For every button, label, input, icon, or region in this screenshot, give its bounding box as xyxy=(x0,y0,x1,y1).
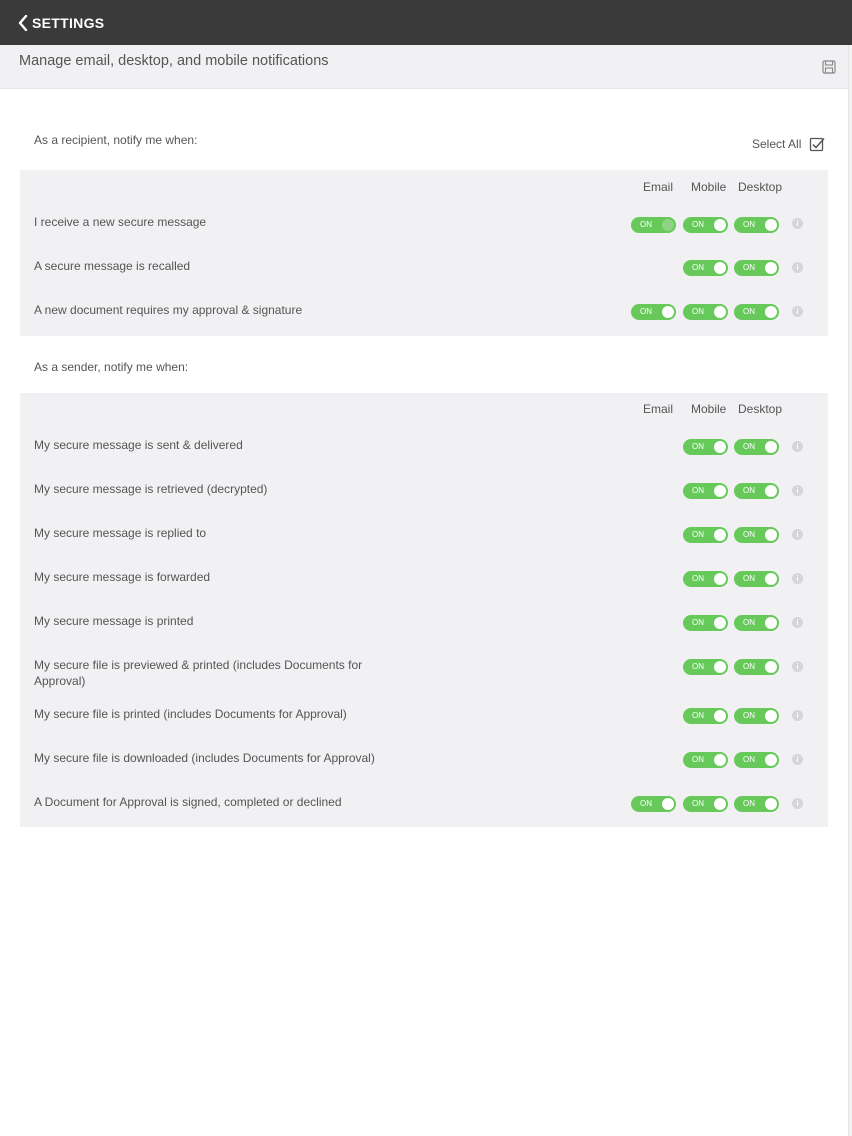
toggle-on-text: ON xyxy=(743,486,755,495)
toggle-knob xyxy=(765,798,777,810)
toggle-knob xyxy=(765,485,777,497)
notification-row xyxy=(20,788,828,832)
toggle-knob xyxy=(714,798,726,810)
column-mobile: Mobile xyxy=(691,180,727,194)
desktop-toggle[interactable] xyxy=(734,527,779,543)
toggle-on-text: ON xyxy=(743,799,755,808)
toggle-on-text: ON xyxy=(692,220,704,229)
info-icon[interactable] xyxy=(792,710,803,721)
toggle-knob xyxy=(714,529,726,541)
toggle-knob xyxy=(765,710,777,722)
back-label: SETTINGS xyxy=(32,14,105,31)
column-mobile: Mobile xyxy=(691,402,727,416)
mobile-toggle[interactable] xyxy=(683,615,728,631)
mobile-toggle[interactable] xyxy=(683,571,728,587)
info-icon[interactable] xyxy=(792,262,803,273)
notification-label: A Document for Approval is signed, completed or declined xyxy=(34,795,342,809)
mobile-toggle[interactable] xyxy=(683,439,728,455)
toggle-knob xyxy=(714,219,726,231)
toggle-on-text: ON xyxy=(743,442,755,451)
toggle-on-text: ON xyxy=(692,711,704,720)
sender-panel xyxy=(20,393,828,827)
notification-label: My secure message is retrieved (decrypted) xyxy=(34,482,268,496)
top-bar xyxy=(0,0,852,45)
notification-row xyxy=(20,475,828,519)
toggle-knob xyxy=(714,485,726,497)
desktop-toggle[interactable] xyxy=(734,752,779,768)
subheader xyxy=(0,45,848,89)
notification-row xyxy=(20,208,828,252)
toggle-knob xyxy=(765,617,777,629)
toggle-knob xyxy=(714,441,726,453)
toggle-knob xyxy=(765,754,777,766)
notification-label: My secure message is printed xyxy=(34,614,194,628)
toggle-knob xyxy=(662,798,674,810)
mobile-toggle[interactable] xyxy=(683,304,728,320)
back-button[interactable] xyxy=(18,15,104,31)
toggle-on-text: ON xyxy=(692,618,704,627)
email-toggle[interactable] xyxy=(631,304,676,320)
info-icon[interactable] xyxy=(792,306,803,317)
notification-row xyxy=(20,700,828,744)
toggle-knob xyxy=(714,262,726,274)
toggle-knob xyxy=(714,754,726,766)
mobile-toggle[interactable] xyxy=(683,659,728,675)
column-desktop: Desktop xyxy=(738,402,783,416)
toggle-knob xyxy=(714,573,726,585)
desktop-toggle[interactable] xyxy=(734,796,779,812)
toggle-on-text: ON xyxy=(692,755,704,764)
desktop-toggle[interactable] xyxy=(734,659,779,675)
notification-row xyxy=(20,651,828,695)
mobile-toggle[interactable] xyxy=(683,708,728,724)
desktop-toggle[interactable] xyxy=(734,615,779,631)
desktop-toggle[interactable] xyxy=(734,260,779,276)
recipient-panel xyxy=(20,170,828,336)
notification-label: A new document requires my approval & signature xyxy=(34,303,303,317)
toggle-on-text: ON xyxy=(640,307,652,316)
toggle-on-text: ON xyxy=(743,530,755,539)
info-icon[interactable] xyxy=(792,798,803,809)
desktop-toggle[interactable] xyxy=(734,217,779,233)
notification-row xyxy=(20,607,828,651)
notification-row xyxy=(20,519,828,563)
save-icon[interactable] xyxy=(822,60,836,74)
notification-row xyxy=(20,563,828,607)
notification-row xyxy=(20,431,828,475)
toggle-knob xyxy=(714,306,726,318)
toggle-on-text: ON xyxy=(743,618,755,627)
info-icon[interactable] xyxy=(792,661,803,672)
toggle-knob xyxy=(765,441,777,453)
email-toggle[interactable] xyxy=(631,217,676,233)
toggle-knob xyxy=(765,529,777,541)
toggle-on-text: ON xyxy=(692,530,704,539)
notification-label: My secure message is sent & delivered xyxy=(34,438,243,452)
desktop-toggle[interactable] xyxy=(734,483,779,499)
info-icon[interactable] xyxy=(792,617,803,628)
toggle-on-text: ON xyxy=(692,486,704,495)
toggle-on-text: ON xyxy=(640,220,652,229)
scrollbar[interactable] xyxy=(848,45,852,1136)
info-icon[interactable] xyxy=(792,754,803,765)
notification-label: My secure file is downloaded (includes Documents for Approval) xyxy=(34,751,375,765)
toggle-on-text: ON xyxy=(743,220,755,229)
select-all-control[interactable] xyxy=(752,136,825,152)
toggle-on-text: ON xyxy=(692,662,704,671)
select-all-label: Select All xyxy=(752,137,802,151)
chevron-left-icon xyxy=(18,15,28,31)
toggle-on-text: ON xyxy=(640,799,652,808)
toggle-knob xyxy=(714,661,726,673)
toggle-on-text: ON xyxy=(692,263,704,272)
info-icon[interactable] xyxy=(792,573,803,584)
desktop-toggle[interactable] xyxy=(734,571,779,587)
mobile-toggle[interactable] xyxy=(683,217,728,233)
toggle-knob xyxy=(662,219,674,231)
desktop-toggle[interactable] xyxy=(734,304,779,320)
toggle-knob xyxy=(765,661,777,673)
column-desktop: Desktop xyxy=(738,180,783,194)
notification-row xyxy=(20,252,828,296)
toggle-knob xyxy=(662,306,674,318)
toggle-knob xyxy=(765,306,777,318)
notification-label: I receive a new secure message xyxy=(34,215,207,229)
column-email: Email xyxy=(643,402,674,416)
column-email: Email xyxy=(643,180,674,194)
toggle-on-text: ON xyxy=(743,711,755,720)
notification-label: My secure file is printed (includes Documents for Approval) xyxy=(34,707,347,721)
notification-row xyxy=(20,744,828,788)
toggle-knob xyxy=(714,710,726,722)
toggle-on-text: ON xyxy=(743,263,755,272)
toggle-knob xyxy=(765,573,777,585)
toggle-on-text: ON xyxy=(743,574,755,583)
info-icon[interactable] xyxy=(792,529,803,540)
desktop-toggle[interactable] xyxy=(734,708,779,724)
toggle-on-text: ON xyxy=(692,574,704,583)
notification-label: My secure file is previewed & printed (includes Documents for Approval) xyxy=(34,658,363,688)
toggle-on-text: ON xyxy=(692,799,704,808)
notification-label: A secure message is recalled xyxy=(34,259,191,273)
mobile-toggle[interactable] xyxy=(683,796,728,812)
mobile-toggle[interactable] xyxy=(683,483,728,499)
toggle-on-text: ON xyxy=(743,662,755,671)
mobile-toggle[interactable] xyxy=(683,260,728,276)
notification-row xyxy=(20,296,828,340)
info-icon[interactable] xyxy=(792,485,803,496)
email-toggle[interactable] xyxy=(631,796,676,812)
info-icon[interactable] xyxy=(792,218,803,229)
desktop-toggle[interactable] xyxy=(734,439,779,455)
notification-label: My secure message is forwarded xyxy=(34,570,211,584)
page-title: Manage email, desktop, and mobile notifications xyxy=(19,53,329,69)
info-icon[interactable] xyxy=(792,441,803,452)
recipient-heading: As a recipient, notify me when: xyxy=(34,133,198,147)
mobile-toggle[interactable] xyxy=(683,752,728,768)
toggle-knob xyxy=(714,617,726,629)
toggle-knob xyxy=(765,262,777,274)
notification-label: My secure message is replied to xyxy=(34,526,207,540)
checkbox-checked-icon[interactable] xyxy=(809,136,825,152)
toggle-knob xyxy=(765,219,777,231)
sender-heading: As a sender, notify me when: xyxy=(34,360,189,374)
mobile-toggle[interactable] xyxy=(683,527,728,543)
toggle-on-text: ON xyxy=(743,307,755,316)
toggle-on-text: ON xyxy=(692,307,704,316)
toggle-on-text: ON xyxy=(743,755,755,764)
toggle-on-text: ON xyxy=(692,442,704,451)
